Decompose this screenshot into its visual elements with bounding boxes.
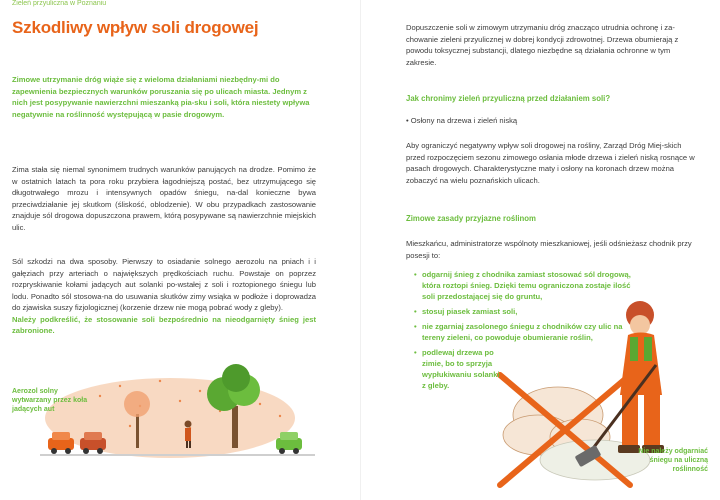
article-title: Szkodliwy wpływ soli drogowej (12, 18, 259, 37)
body-paragraph-2-block (12, 256, 316, 337)
shoveling-caption: Nie należy odgarniać śniegu na uliczną roślinność (638, 448, 708, 473)
right-paragraph-3: Mieszkańcu, administratorze wspólnoty mieszkaniowej, jeśli odśnieżasz chodnik przy posesji to: (406, 239, 692, 260)
aerosol-caption: Aerozol solny wytwarzany przez koła jadących aut (12, 388, 88, 413)
running-header: Zieleń przyuliczna w Poznaniu (12, 0, 107, 7)
right-paragraph-2: Aby ograniczyć negatywny wpływ soli drogowej na rośliny, Zarząd Dróg Miej-skich przed rozpoczęciem sezonu zimowego osłania młode drzewa i zieleń niską rosnące w pasach drogowych. Charakterystyczne maty i osłony na koronach drzew można zobaczyć na wielu poznańskich ulicach. (406, 141, 695, 185)
list-item: • stosuj piasek zamiast soli, (414, 306, 644, 317)
right-intro-paragraph: Dopuszczenie soli w zimowym utrzymaniu dróg znacząco utrudnia ochronę i za-chowanie zieleni przyulicznej w dobrej kondycji zdrowotnej. Drzewa obumierają z powodu toksycznej substancji, dlatego niezbędne są działania ochronne w tym zakresie. (406, 23, 679, 67)
list-item: • podlewaj drzewa po zimie, bo to sprzyja wypłukiwaniu solanki z gleby. (414, 347, 502, 391)
list-item: • odgarnij śnieg z chodnika zamiast stosować sól drogową, która roztopi śnieg. Dzięki temu ograniczona zostaje ilość soli przedostającej się do gruntu, (414, 269, 644, 302)
heading-protection: Jak chronimy zieleń przyuliczną przed działaniem soli? (406, 94, 611, 103)
heading-winter-rules: Zimowe zasady przyjazne roślinom (406, 214, 536, 223)
body-paragraph-1: Zima stała się niemal synonimem trudnych warunków panujących na drodze. Pomimo że w ostatnich latach ta pora roku przybiera łagodniejszą postać, bez utrzymującego się długotrwałego mrozu i intensywnych opadów śniegu, na-dal konieczne bywa przeciwdziałanie jej skutkom (śliskość, oblodzenie). W obu przypadkach zastosowanie znajduje sól drogowa dopuszczona prawem, którą posypywane są nawierzchnie miejskich ulic. (12, 165, 316, 232)
lead-paragraph: Zimowe utrzymanie dróg wiąże się z wieloma działaniami niezbędny-mi do zapewnienia bezpiecznych warunków poruszania się po ulicach miasta. Jednym z nich jest posypywanie nawierzchni mieszanką pia-sku i soli, która niestety wpływa negatywnie na roślinność występującą w pasie drogowym. (12, 75, 310, 119)
warning-text: Należy podkreślić, że stosowanie soli bezpośrednio na nieodgarnięty śnieg jest zabronione. (12, 314, 316, 335)
winter-tips-list (414, 269, 644, 395)
bullet-covers: • Osłony na drzewa i zieleń niską (406, 116, 518, 125)
body-paragraph-2: Sól szkodzi na dwa sposoby. Pierwszy to osiadanie solnego aerozolu na pniach i i gałęziach przy arteriach o największych prędkościach ruchu. Powstaje on poprzez rozpryskiwanie kołami jadących aut solanki po-wstałej z soli i roztopionego śniegu lub lodu. Ponadto sól stosowa-na do usuwania skutków zimy wsiąka w podłoże i doprowadza do zjawiska suszy fizjologicznej (korzenie drzew nie mogą pobrać wody z gleby). (12, 257, 316, 312)
road-line (40, 454, 315, 456)
list-item: • nie zgarniaj zasolonego śniegu z chodników czy ulic na tereny zieleni, co powoduje obumieranie roślin, (414, 321, 644, 343)
